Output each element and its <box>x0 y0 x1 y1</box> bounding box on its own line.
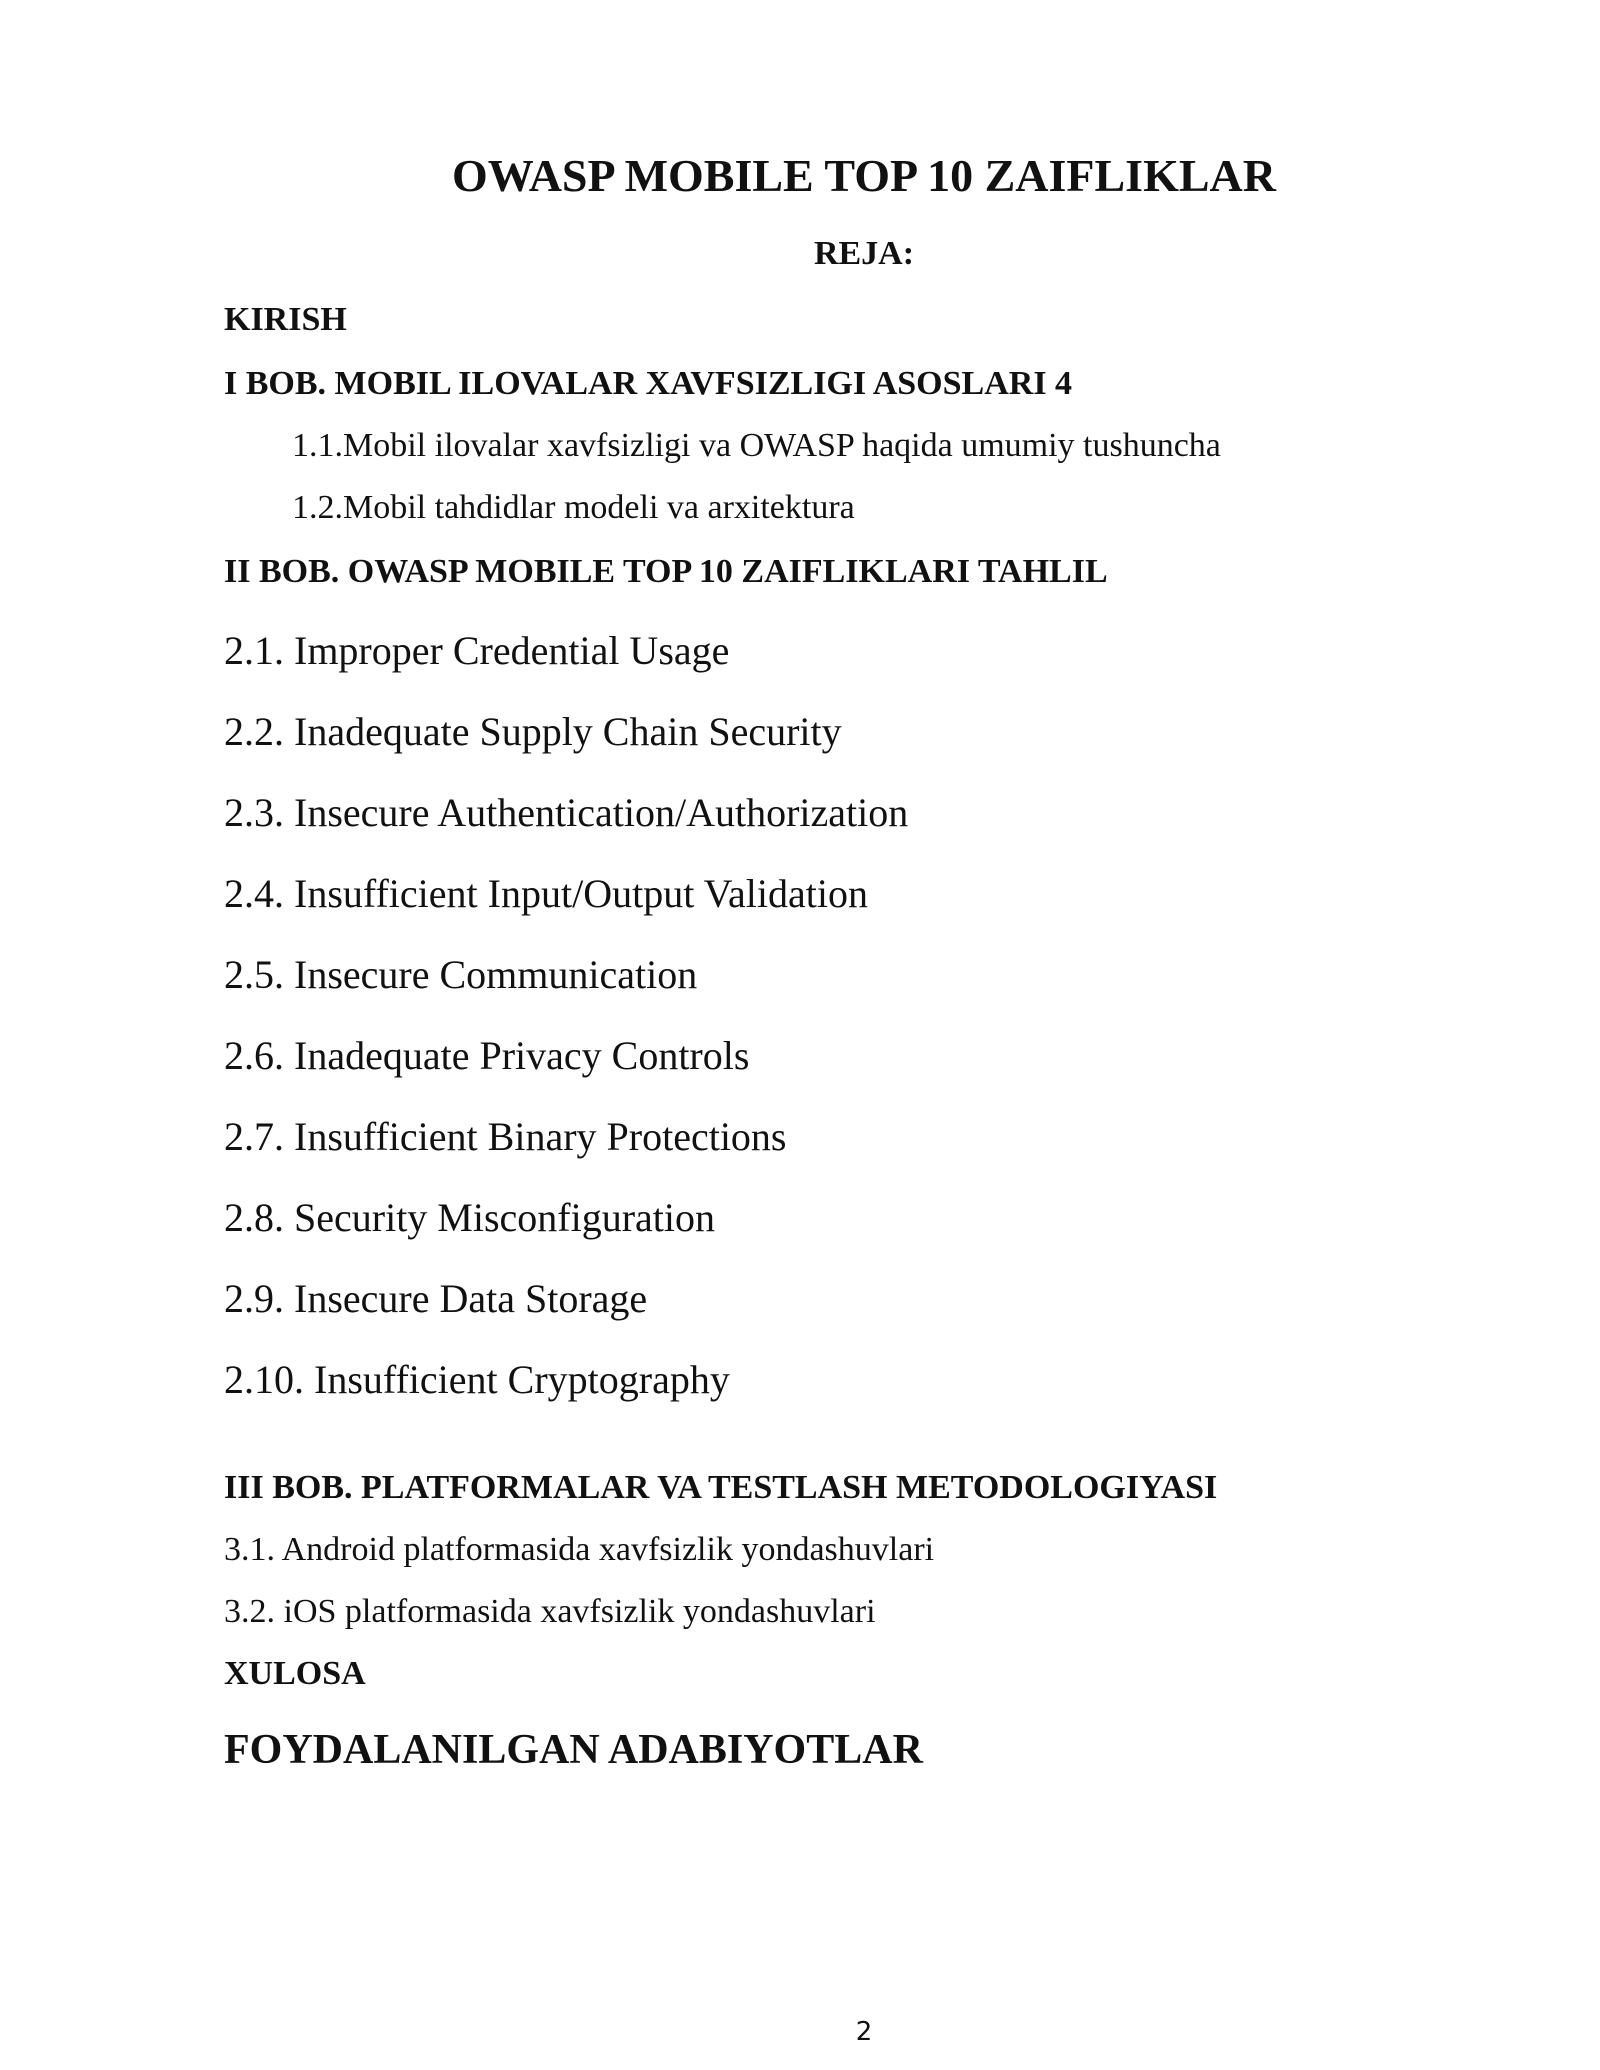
chapter2-item: 2.1. Improper Credential Usage <box>224 628 730 673</box>
chapter2-item: 2.8. Security Misconfiguration <box>224 1195 716 1240</box>
chapter2-item: 2.4. Insufficient Input/Output Validation <box>224 871 869 916</box>
chapter2-item: 2.7. Insufficient Binary Protections <box>224 1114 787 1159</box>
chapter1-item: 1.2.Mobil tahdidlar modeli va arxitektura <box>292 489 855 526</box>
chapter2-item: 2.6. Inadequate Privacy Controls <box>224 1033 750 1078</box>
chapter2-heading: II BOB. OWASP MOBILE TOP 10 ZAIFLIKLARI TAHLIL <box>224 553 1108 590</box>
intro-heading: KIRISH <box>224 301 347 338</box>
references-heading: FOYDALANILGAN ADABIYOTLAR <box>224 1727 923 1773</box>
chapter3-heading: III BOB. PLATFORMALAR VA TESTLASH METODOLOGIYASI <box>224 1469 1218 1506</box>
chapter1-item: 1.1.Mobil ilovalar xavfsizligi va OWASP haqida umumiy tushuncha <box>292 427 1221 464</box>
chapter3-item: 3.2. iOS platformasida xavfsizlik yondashuvlari <box>224 1593 876 1630</box>
chapter2-item: 2.10. Insufficient Cryptography <box>224 1357 730 1402</box>
plan-subtitle: REJA: <box>813 235 915 272</box>
chapter1-heading: I BOB. MOBIL ILOVALAR XAVFSIZLIGI ASOSLARI 4 <box>224 365 1073 402</box>
chapter3-item: 3.1. Android platformasida xavfsizlik yondashuvlari <box>224 1531 935 1568</box>
conclusion-heading: XULOSA <box>224 1655 366 1692</box>
document-title: OWASP MOBILE TOP 10 ZAIFLIKLAR <box>452 150 1276 201</box>
chapter2-item: 2.9. Insecure Data Storage <box>224 1276 648 1321</box>
chapter2-item: 2.3. Insecure Authentication/Authorization <box>224 790 909 835</box>
chapter2-item: 2.2. Inadequate Supply Chain Security <box>224 709 842 754</box>
page-number: 2 <box>855 2017 873 2047</box>
chapter2-item: 2.5. Insecure Communication <box>224 952 698 997</box>
